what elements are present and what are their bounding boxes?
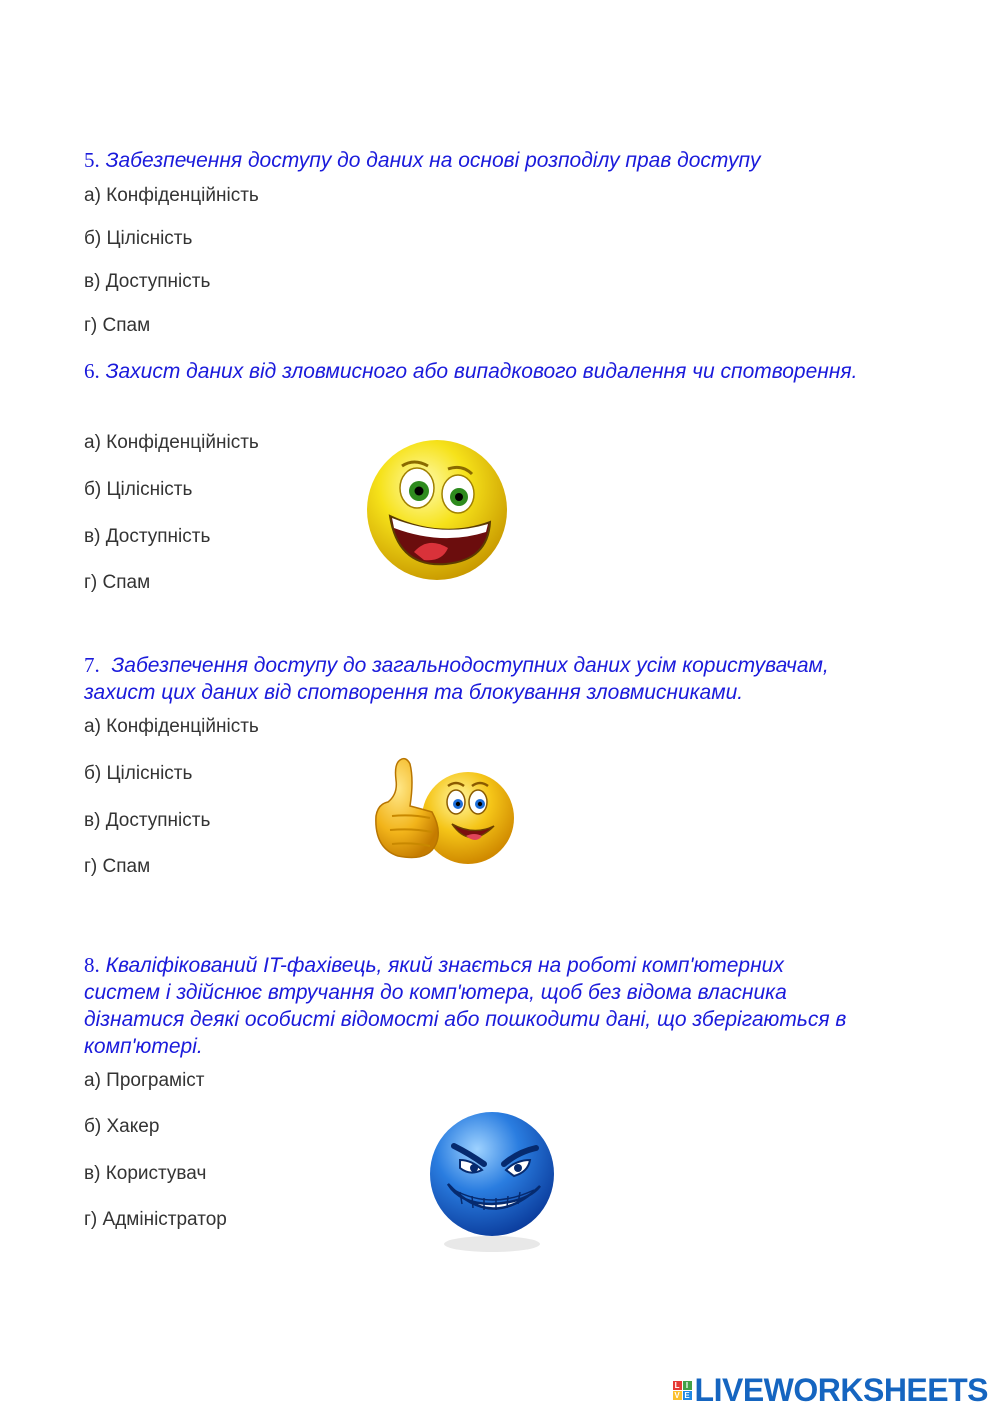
q6-option-d[interactable]: г) Спам <box>84 572 151 593</box>
q7-option-a[interactable]: а) Конфіденційність <box>84 716 259 737</box>
evil-grin-smiley-icon <box>418 1104 566 1256</box>
q8-option-a[interactable]: а) Програміст <box>84 1070 205 1091</box>
thumbs-up-smiley-icon <box>370 752 520 872</box>
liveworksheets-logo <box>673 1372 988 1409</box>
q7-option-c[interactable]: в) Доступність <box>84 810 211 831</box>
q8-option-c[interactable]: в) Користувач <box>84 1163 207 1184</box>
q5-option-d[interactable]: г) Спам <box>84 315 151 336</box>
question-6-title: 6. Захист даних від зловмисного або випадкового видалення чи спотворення. <box>84 359 858 383</box>
live-badge-icon: L I V E <box>674 1381 690 1400</box>
q6-option-a[interactable]: а) Конфіденційність <box>84 432 259 453</box>
q8-option-b[interactable]: б) Хакер <box>84 1116 160 1137</box>
question-7-title: 7. Забезпечення доступу до загальнодоступних даних усім користувачам, захист цих даних від спотворення та блокування зловмисниками. <box>84 653 829 704</box>
laughing-smiley-icon <box>362 436 512 584</box>
q5-option-b[interactable]: б) Цілісність <box>84 228 193 249</box>
logo-text: LIVEWORKSHEETS <box>694 1372 988 1408</box>
q5-option-a[interactable]: а) Конфіденційність <box>84 185 259 206</box>
question-8-title: 8. Кваліфікований IT-фахівець, який знається на роботі комп'ютерних систем і здійснює втручання до комп'ютера, щоб без відома власника дізнатися деякі особисті відомості або пошкодити дані, що зберігаються в комп'ютері. <box>84 953 847 1058</box>
q8-option-d[interactable]: г) Адміністратор <box>84 1209 227 1230</box>
q6-option-b[interactable]: б) Цілісність <box>84 479 193 500</box>
q5-option-c[interactable]: в) Доступність <box>84 271 211 292</box>
q6-option-c[interactable]: в) Доступність <box>84 526 211 547</box>
q7-option-d[interactable]: г) Спам <box>84 856 151 877</box>
question-5-title: 5. Забезпечення доступу до даних на основі розподілу прав доступу <box>84 148 761 172</box>
q7-option-b[interactable]: б) Цілісність <box>84 763 193 784</box>
